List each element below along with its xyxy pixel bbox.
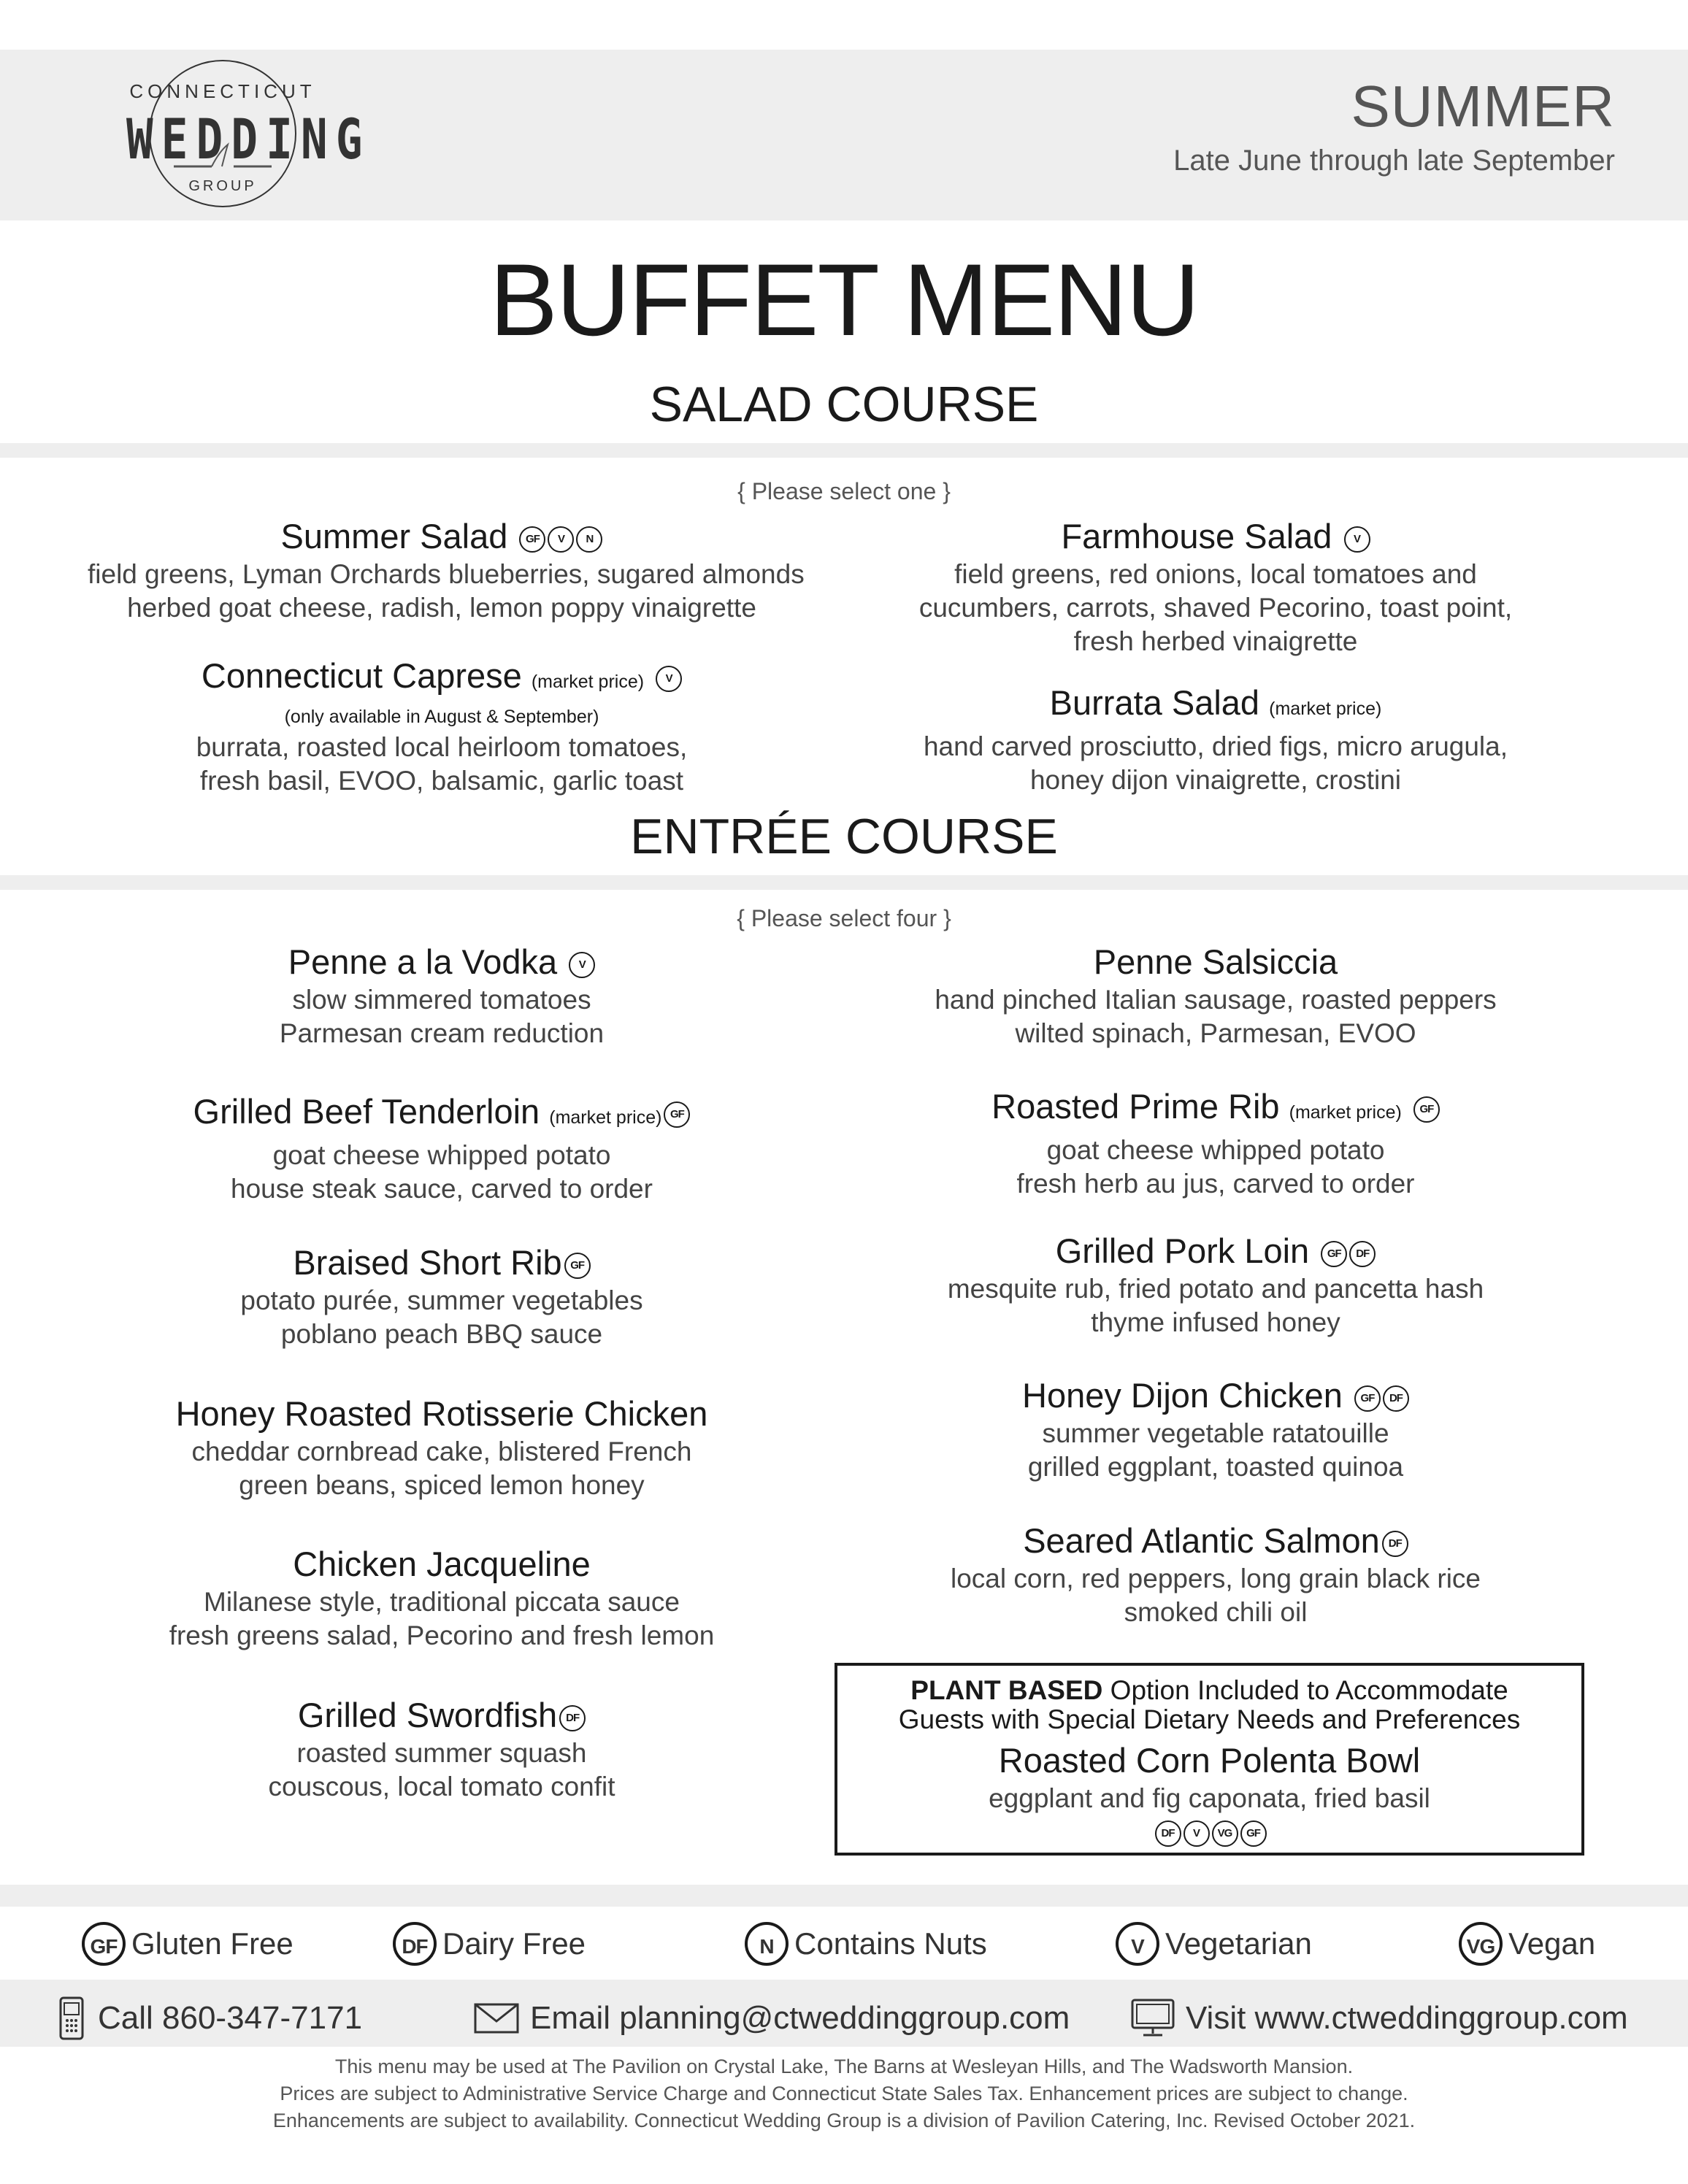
item-desc: thyme infused honey — [1091, 1307, 1340, 1337]
season-dates: Late June through late September — [1173, 145, 1615, 177]
legend-vegan — [1459, 1920, 1595, 1968]
entree-instruction: { Please select four } — [737, 905, 951, 931]
plant-based-badges — [837, 1820, 1581, 1847]
item-desc: fresh basil, EVOO, balsamic, garlic toast — [199, 766, 684, 796]
plant-based-item-desc: eggplant and fig caponata, fried basil — [989, 1783, 1430, 1813]
gluten-free-badge-icon: GF — [1321, 1241, 1347, 1267]
item-desc: house steak sauce, carved to order — [231, 1174, 653, 1204]
item-desc: smoked chili oil — [1124, 1597, 1308, 1627]
dairy-free-badge-icon: DF — [1383, 1385, 1409, 1412]
dairy-free-badge-icon: DF — [1349, 1241, 1376, 1267]
item-name: Penne Salsiccia — [1093, 942, 1338, 981]
item-desc: roasted summer squash — [296, 1738, 587, 1768]
menu-item-summer-salad — [88, 515, 805, 625]
footer-line: Prices are subject to Administrative Service Charge and Connecticut State Sales Tax. Enhancement prices are subject to change. — [280, 2083, 1408, 2104]
item-desc: Milanese style, traditional piccata sauce — [204, 1587, 680, 1617]
plant-based-item-name: Roasted Corn Polenta Bowl — [998, 1741, 1421, 1780]
item-desc: local corn, red peppers, long grain black rice — [951, 1564, 1481, 1593]
item-name: Summer Salad — [280, 517, 508, 555]
plant-based-intro-text: Option Included to Accommodate — [1102, 1675, 1508, 1705]
legend-gluten-free — [82, 1920, 294, 1968]
item-name: Grilled Pork Loin — [1055, 1231, 1310, 1270]
legend-dairy-free — [393, 1920, 586, 1968]
market-price-note: (market price) — [1289, 1102, 1402, 1123]
item-name: Roasted Prime Rib — [991, 1087, 1280, 1126]
company-logo[interactable] — [102, 57, 371, 210]
vegetarian-legend-icon: V — [1116, 1922, 1159, 1966]
item-desc: cucumbers, carrots, shaved Pecorino, toast point, — [918, 593, 1513, 623]
menu-item-rotisserie-chicken — [88, 1393, 796, 1502]
contains-nuts-badge-icon: N — [576, 526, 602, 553]
item-desc: couscous, local tomato confit — [268, 1772, 615, 1802]
vegetarian-badge-icon: V — [548, 526, 574, 553]
plant-based-intro-text: Guests with Special Dietary Needs and Preferences — [898, 1704, 1521, 1734]
menu-item-penne-salsiccia — [862, 941, 1570, 1050]
gluten-free-badge-icon: GF — [664, 1101, 690, 1128]
item-desc: potato purée, summer vegetables — [240, 1285, 643, 1315]
item-desc: wilted spinach, Parmesan, EVOO — [1015, 1018, 1416, 1048]
vegan-legend-icon: VG — [1459, 1922, 1503, 1966]
gluten-free-badge-icon: GF — [564, 1253, 591, 1279]
phone-icon — [58, 1996, 88, 2041]
item-desc: fresh herbed vinaigrette — [1073, 626, 1358, 656]
salad-course-title: SALAD COURSE — [649, 377, 1039, 432]
item-desc: hand pinched Italian sausage, roasted peppers — [935, 985, 1497, 1015]
gluten-free-badge-icon: GF — [1354, 1385, 1381, 1412]
menu-item-beef-tenderloin — [88, 1091, 796, 1206]
legend-label: Vegetarian — [1165, 1926, 1312, 1961]
item-name: Burrata Salad — [1049, 683, 1260, 722]
email-text[interactable]: Email planning@ctweddinggroup.com — [530, 2000, 1070, 2036]
vegetarian-badge-icon: V — [656, 666, 682, 692]
vegetarian-badge-icon: V — [1183, 1820, 1210, 1847]
website-text[interactable]: Visit www.ctweddinggroup.com — [1186, 2000, 1628, 2036]
menu-item-honey-dijon-chicken — [862, 1374, 1570, 1484]
plant-based-intro — [837, 1676, 1581, 1734]
menu-item-burrata-salad — [862, 682, 1570, 797]
legend-label: Contains Nuts — [794, 1926, 987, 1961]
dairy-free-badge-icon: DF — [1155, 1820, 1181, 1847]
market-price-note: (market price) — [531, 672, 645, 692]
plant-based-option-box — [835, 1663, 1584, 1856]
legend-label: Vegan — [1508, 1926, 1596, 1961]
item-name: Penne a la Vodka — [288, 942, 558, 981]
gluten-free-badge-icon: GF — [1240, 1820, 1267, 1847]
contact-email[interactable] — [473, 1993, 1070, 2044]
item-name: Honey Roasted Rotisserie Chicken — [175, 1394, 708, 1433]
menu-item-connecticut-caprese — [88, 655, 796, 798]
item-name: Connecticut Caprese — [201, 656, 522, 695]
item-desc: honey dijon vinaigrette, crostini — [1029, 765, 1401, 795]
item-desc: fresh herb au jus, carved to order — [1016, 1169, 1415, 1199]
logo-line1: CONNECTICUT — [129, 80, 316, 102]
legend-divider — [0, 1885, 1688, 1907]
entree-divider — [0, 875, 1688, 890]
season-title: SUMMER — [1351, 74, 1615, 139]
item-name: Chicken Jacqueline — [293, 1545, 591, 1583]
menu-item-chicken-jacqueline — [88, 1543, 796, 1653]
item-name: Farmhouse Salad — [1061, 517, 1332, 555]
item-desc: summer vegetable ratatouille — [1042, 1418, 1389, 1448]
menu-item-short-rib — [88, 1242, 796, 1351]
footer-line: This menu may be used at The Pavilion on Crystal Lake, The Barns at Wesleyan Hills, and The Wadsworth Mansion. — [334, 2056, 1354, 2077]
item-desc: grilled eggplant, toasted quinoa — [1027, 1452, 1404, 1482]
item-desc: field greens, red onions, local tomatoes and — [954, 559, 1477, 589]
logo-line3: GROUP — [188, 178, 257, 194]
menu-item-atlantic-salmon — [862, 1520, 1570, 1629]
item-desc: poblano peach BBQ sauce — [280, 1319, 603, 1349]
availability-note: (only available in August & September) — [284, 707, 599, 727]
envelope-icon — [473, 2002, 520, 2034]
item-name: Grilled Beef Tenderloin — [193, 1092, 540, 1131]
item-name: Grilled Swordfish — [297, 1696, 558, 1734]
salad-divider — [0, 443, 1688, 458]
item-desc: herbed goat cheese, radish, lemon poppy vinaigrette — [127, 593, 756, 623]
item-name: Braised Short Rib — [293, 1243, 562, 1282]
menu-item-prime-rib — [862, 1085, 1570, 1201]
item-desc: Parmesan cream reduction — [279, 1018, 605, 1048]
item-desc: fresh greens salad, Pecorino and fresh lemon — [169, 1620, 715, 1650]
gluten-free-badge-icon: GF — [519, 526, 545, 553]
vegetarian-badge-icon: V — [569, 952, 595, 978]
menu-item-penne-vodka — [88, 941, 796, 1050]
menu-item-farmhouse-salad — [862, 515, 1570, 658]
dairy-free-legend-icon: DF — [393, 1922, 437, 1966]
market-price-note: (market price) — [1269, 699, 1382, 719]
item-desc: hand carved prosciutto, dried figs, micro arugula, — [923, 731, 1508, 761]
logo-line2: WEDDING — [126, 107, 371, 172]
legend-vegetarian — [1116, 1920, 1312, 1968]
contact-phone[interactable] — [58, 1993, 362, 2044]
menu-item-swordfish — [88, 1694, 796, 1804]
item-desc: goat cheese whipped potato — [1046, 1135, 1385, 1165]
vegan-badge-icon: VG — [1212, 1820, 1238, 1847]
dairy-free-badge-icon: DF — [559, 1705, 586, 1731]
contact-website[interactable] — [1130, 1993, 1628, 2044]
footer-line: Enhancements are subject to availability. Connecticut Wedding Group is a division of Pavilion Catering, Inc. Revised October 2021. — [272, 2110, 1416, 2131]
contains-nuts-legend-icon: N — [745, 1922, 789, 1966]
item-desc: mesquite rub, fried potato and pancetta hash — [947, 1274, 1484, 1304]
legend-label: Dairy Free — [442, 1926, 586, 1961]
legend-contains-nuts — [745, 1920, 987, 1968]
item-desc: cheddar cornbread cake, blistered French — [191, 1437, 692, 1466]
footer-disclaimer — [0, 2053, 1688, 2134]
item-desc: burrata, roasted local heirloom tomatoes, — [196, 732, 688, 762]
salad-instruction: { Please select one } — [737, 478, 951, 504]
item-desc: field greens, Lyman Orchards blueberries, sugared almonds — [88, 559, 805, 589]
gluten-free-legend-icon: GF — [82, 1922, 126, 1966]
page-title: BUFFET MENU — [489, 242, 1199, 357]
item-name: Honey Dijon Chicken — [1022, 1376, 1343, 1415]
vegetarian-badge-icon: V — [1344, 526, 1370, 553]
item-desc: green beans, spiced lemon honey — [239, 1470, 645, 1500]
monitor-icon — [1130, 1998, 1175, 2039]
item-desc: slow simmered tomatoes — [292, 985, 591, 1015]
phone-text[interactable]: Call 860-347-7171 — [98, 2000, 363, 2036]
legend-label: Gluten Free — [131, 1926, 294, 1961]
plant-based-label: PLANT BASED — [910, 1675, 1103, 1705]
menu-item-pork-loin — [862, 1230, 1570, 1339]
gluten-free-badge-icon: GF — [1413, 1096, 1440, 1123]
entree-course-title: ENTRÉE COURSE — [630, 809, 1058, 864]
item-desc: goat cheese whipped potato — [272, 1140, 611, 1170]
item-name: Seared Atlantic Salmon — [1023, 1521, 1380, 1560]
market-price-note: (market price) — [549, 1107, 662, 1128]
dairy-free-badge-icon: DF — [1382, 1531, 1408, 1557]
